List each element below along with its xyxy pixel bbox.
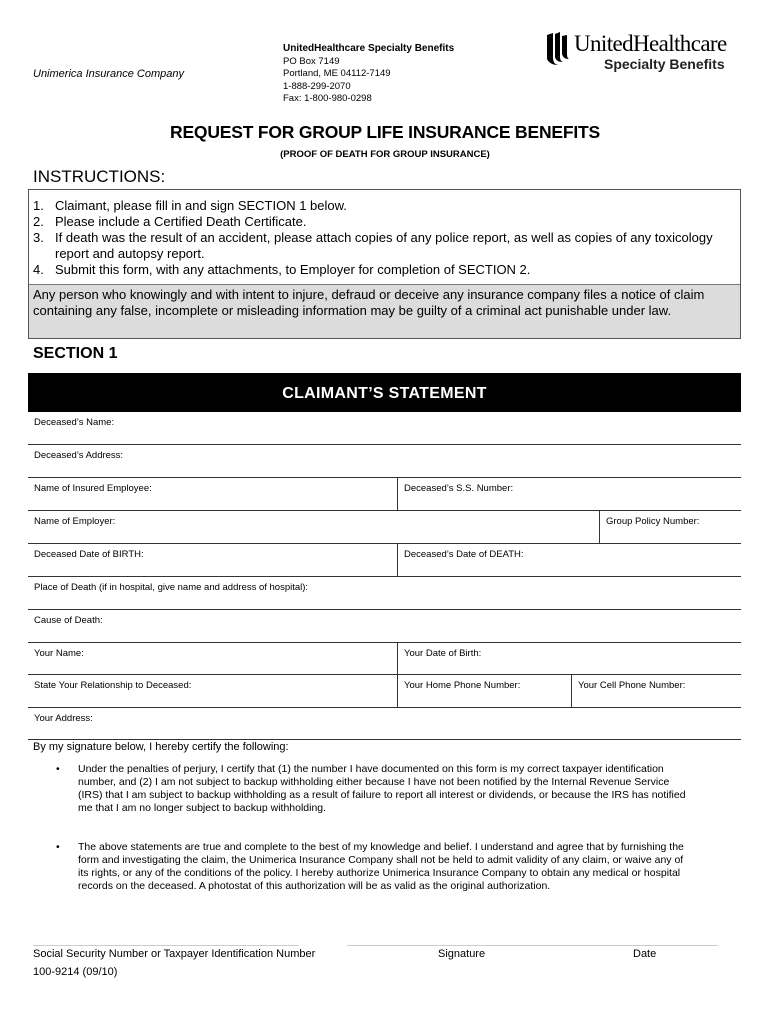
field-label: Deceased Date of BIRTH: (34, 549, 144, 560)
field-label: State Your Relationship to Deceased: (34, 680, 192, 691)
your-name-field[interactable] (28, 643, 397, 674)
item-number: 2. (33, 214, 44, 229)
field-label: Deceased’s Address: (34, 450, 124, 461)
address-line1: PO Box 7149 (283, 55, 340, 67)
your-address-field[interactable] (28, 708, 741, 739)
instruction-item (33, 262, 730, 278)
bullet-text: Under the penalties of perjury, I certify that (1) the number I have documented on this form is my correct taxpayer identification number, and (2) I am not subject to backup withholding either because I have not been notified by the Internal Revenue Service (IRS) that I am subject to backup withholding as a result of failure to report all interest or dividends, or because the IRS has notified me that I am no longer subject to backup withholding. (78, 763, 686, 814)
your-dob-field[interactable] (397, 643, 741, 674)
org-name: UnitedHealthcare Specialty Benefits (283, 43, 455, 54)
certification-intro: By my signature below, I hereby certify the following: (33, 741, 289, 753)
unitedhealthcare-logo (540, 28, 735, 76)
company-name: Unimerica Insurance Company (33, 68, 185, 80)
signature-line[interactable] (347, 945, 718, 946)
item-number: 4. (33, 262, 44, 277)
logo-subtitle: Specialty Benefits (604, 56, 725, 72)
form-row (28, 445, 741, 478)
logo-mark-icon (544, 32, 570, 68)
form-row (28, 412, 741, 445)
cause-of-death-field[interactable] (28, 610, 741, 642)
form-row (28, 478, 741, 511)
item-text: Please include a Certified Death Certificate. (55, 214, 307, 229)
instructions-box (28, 189, 741, 339)
field-label: Place of Death (if in hospital, give name and address of hospital): (34, 582, 309, 593)
field-label: Deceased’s S.S. Number: (404, 483, 514, 494)
date-label: Date (633, 948, 657, 960)
section-heading: SECTION 1 (33, 345, 118, 362)
field-label: Your Home Phone Number: (404, 680, 521, 691)
ssn-signature-line[interactable] (33, 945, 299, 946)
field-label: Group Policy Number: (606, 516, 700, 527)
bullet-dot: • (56, 841, 60, 853)
field-label: Deceased’s Name: (34, 417, 115, 428)
form-subtitle: (PROOF OF DEATH FOR GROUP INSURANCE) (280, 149, 490, 160)
instructions-list (33, 198, 730, 278)
death-date-field[interactable] (397, 544, 741, 576)
item-text: Claimant, please fill in and sign SECTION 1 below. (55, 198, 347, 213)
item-text: If death was the result of an accident, please attach copies of any police report, as well as copies of any toxicology report and autopsy report. (55, 230, 713, 261)
form-title: REQUEST FOR GROUP LIFE INSURANCE BENEFITS (170, 122, 600, 142)
return-address (283, 43, 454, 106)
logo-wordmark: UnitedHealthcare (574, 31, 727, 56)
bullet-text: The above statements are true and complete to the best of my knowledge and belief. I understand and agree that by furnishing the form and investigating the claim, the Unimerica Insurance Company shall not be held to admit validity of any claim, or waive any of its rights, or any of the conditions of the policy. I hereby authorize Unimerica Insurance Company to obtain any medical or hospital records on the deceased. A photostat of this authorization will be as valid as the original authorization. (78, 841, 684, 892)
field-label: Your Cell Phone Number: (578, 680, 686, 691)
field-label: Cause of Death: (34, 615, 103, 626)
birth-date-field[interactable] (28, 544, 397, 576)
deceased-address-field[interactable] (28, 445, 741, 477)
phone-number: 1-888-299-2070 (283, 80, 351, 92)
form-row (28, 675, 741, 708)
instruction-item (33, 214, 730, 230)
form-row (28, 544, 741, 577)
item-text: Submit this form, with any attachments, to Employer for completion of SECTION 2. (55, 262, 531, 277)
instructions-heading: INSTRUCTIONS: (33, 167, 166, 186)
item-number: 3. (33, 230, 44, 245)
item-number: 1. (33, 198, 44, 213)
form-row (28, 708, 741, 740)
ssn-label: Social Security Number or Taxpayer Identification Number (33, 948, 316, 960)
address-line2: Portland, ME 04112-7149 (283, 68, 391, 79)
form-row (28, 610, 741, 643)
deceased-name-field[interactable] (28, 412, 741, 444)
relationship-field[interactable] (28, 675, 397, 707)
bullet-dot: • (56, 763, 60, 775)
insured-employee-field[interactable] (28, 478, 397, 510)
field-label: Your Date of Birth: (404, 648, 482, 659)
employer-field[interactable] (28, 511, 599, 543)
field-label: Deceased’s Date of DEATH: (404, 549, 524, 560)
form-row (28, 577, 741, 610)
home-phone-field[interactable] (397, 675, 571, 707)
deceased-ssn-field[interactable] (397, 478, 741, 510)
field-label: Your Address: (34, 713, 93, 724)
field-label: Name of Insured Employee: (34, 483, 152, 494)
claimant-statement-banner: CLAIMANT’S STATEMENT (28, 373, 741, 412)
field-label: Your Name: (34, 648, 84, 659)
fraud-warning: Any person who knowingly and with intent to injure, defraud or deceive any insurance company files a notice of claim containing any false, incomplete or misleading information may be guilty of a criminal act punishable under law. (29, 284, 740, 338)
form-row (28, 643, 741, 675)
place-of-death-field[interactable] (28, 577, 741, 609)
signature-label: Signature (438, 948, 486, 960)
instruction-item (33, 198, 730, 214)
group-policy-field[interactable] (599, 511, 741, 543)
form-number: 100-9214 (09/10) (33, 966, 118, 978)
instruction-item (33, 230, 730, 262)
field-label: Name of Employer: (34, 516, 116, 527)
fax-number: Fax: 1-800-980-0298 (283, 93, 372, 104)
form-row (28, 511, 741, 544)
cell-phone-field[interactable] (571, 675, 741, 707)
